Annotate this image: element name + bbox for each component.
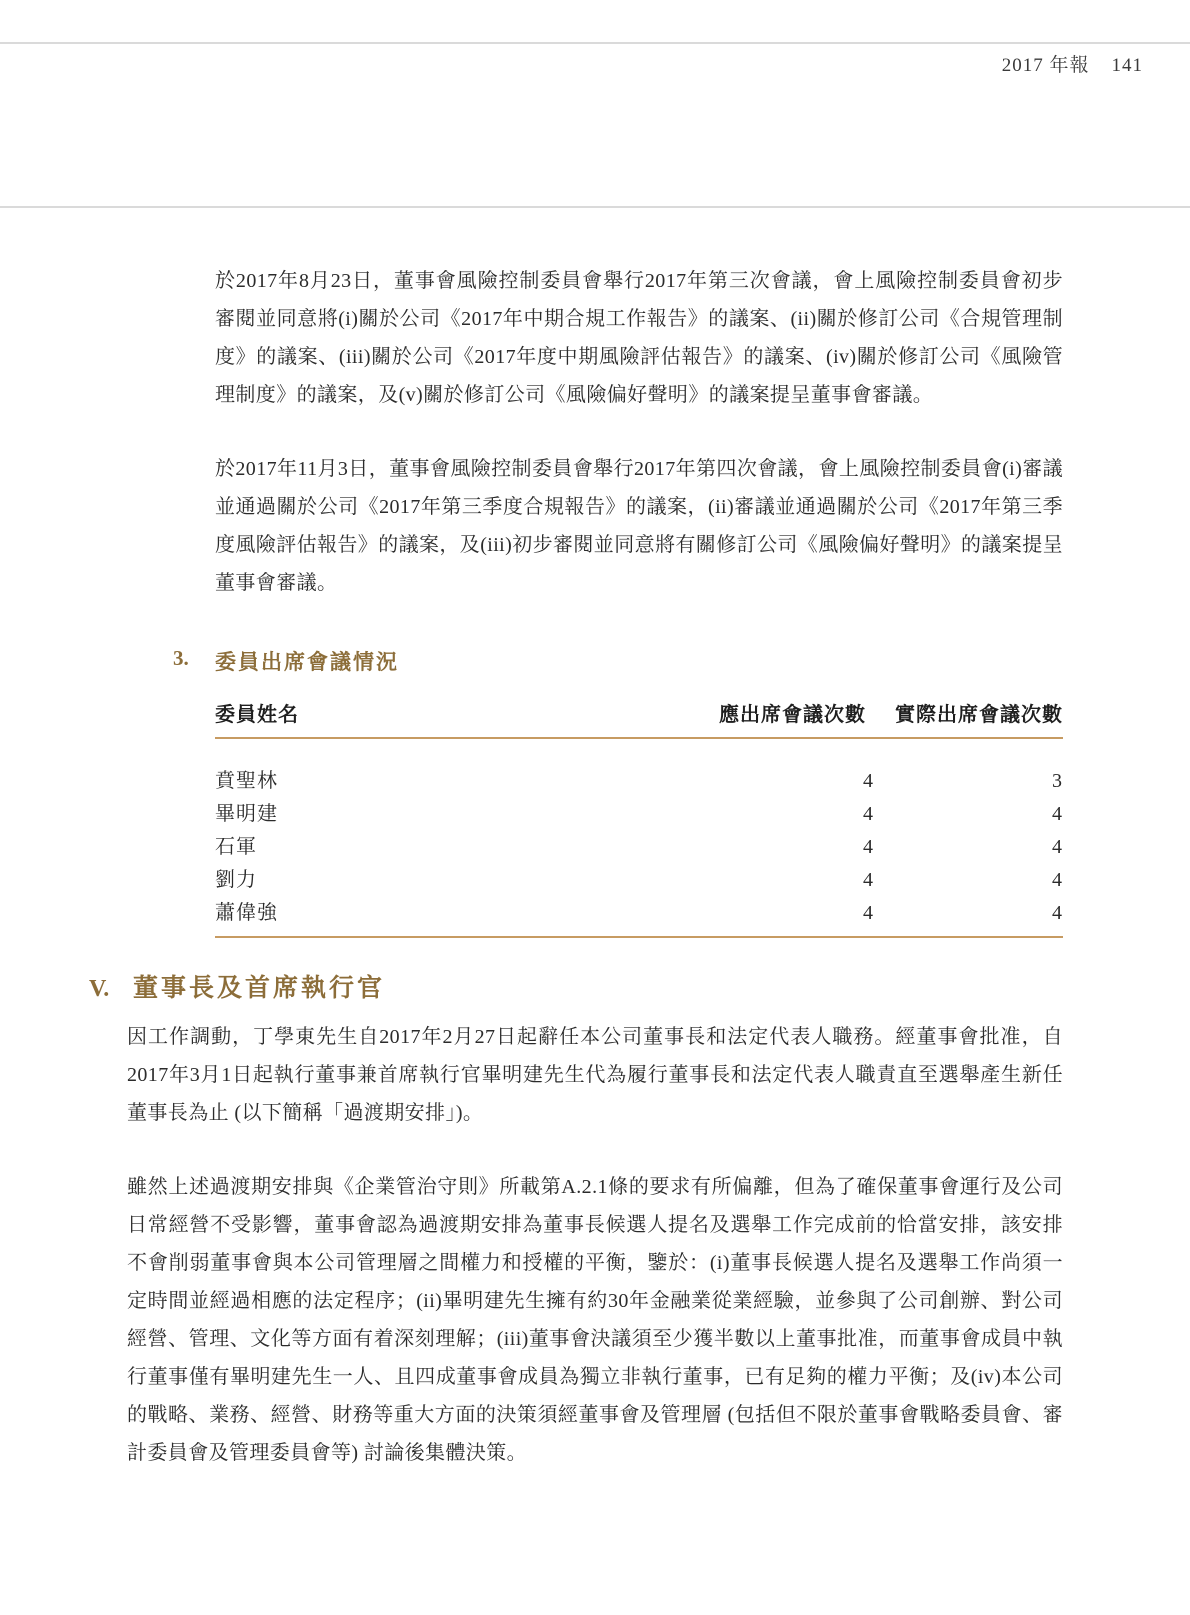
member-name: 石軍 [215, 836, 257, 858]
member-name: 畢明建 [215, 803, 278, 825]
member-name: 賁聖林 [215, 770, 278, 792]
attendance-table-header [215, 698, 1063, 737]
section-3-title: 委員出席會議情況 [215, 650, 399, 674]
column-header-member-name: 委員姓名 [215, 704, 299, 726]
required-meetings: 4 [863, 836, 874, 858]
actual-meetings: 4 [1052, 803, 1063, 825]
actual-meetings: 4 [1052, 902, 1063, 924]
section-3-heading [173, 646, 1063, 676]
required-meetings: 4 [863, 803, 874, 825]
section-v-paragraph-2: 雖然上述過渡期安排與《企業管治守則》所載第A.2.1條的要求有所偏離，但為了確保董事會運行及公司日常經營不受影響，董事會認為過渡期安排為董事長候選人提名及選舉工作完成前的恰當安排，該安排不會削弱董事會與本公司管理層之間權力和授權的平衡，鑒於：(i)董事長候選人提名及選舉工作尚須一定時間並經過相應的法定程序；(ii)畢明建先生擁有約30年金融業從業經驗，並參與了公司創辦、對公司經營、管理、文化等方面有着深刻理解；(iii)董事會決議須至少獲半數以上董事批准，而董事會成員中執行董事僅有畢明建先生一人、且四成董事會成員為獨立非執行董事，已有足夠的權力平衡；及(iv)本公司的戰略、業務、經營、財務等重大方面的決策須經董事會及管理層 (包括但不限於董事會戰略委員會、審計委員會及管理委員會等) 討論後集體決策。 [127, 1176, 1063, 1464]
required-meetings: 4 [863, 770, 874, 792]
attendance-table-body [215, 739, 1063, 936]
risk-committee-paragraph-2: 於2017年11月3日，董事會風險控制委員會舉行2017年第四次會議，會上風險控制委員會(i)審議並通過關於公司《2017年第三季度合規報告》的議案，(ii)審議並通過關於公司《2017年第三季度風險評估報告》的議案，及(iii)初步審閱並同意將有關修訂公司《風險偏好聲明》的議案提呈董事會審議。 [215, 458, 1063, 594]
report-title: 2017 年報 [1001, 55, 1090, 76]
column-header-required-attendance: 應出席會議次數 [719, 704, 866, 726]
actual-meetings: 4 [1052, 836, 1063, 858]
table-row [215, 765, 1063, 798]
section-v-number: V. [89, 976, 110, 1002]
top-rule [0, 42, 1190, 44]
section-v-title: 董事長及首席執行官 [133, 975, 386, 1002]
required-meetings: 4 [863, 902, 874, 924]
section-v-heading [89, 968, 1063, 1004]
required-meetings: 4 [863, 869, 874, 891]
table-bottom-rule [215, 936, 1063, 938]
page-header [1002, 50, 1143, 77]
risk-committee-paragraph-1: 於2017年8月23日，董事會風險控制委員會舉行2017年第三次會議，會上風險控制委員會初步審閱並同意將(i)關於公司《2017年中期合規工作報告》的議案、(ii)關於修訂公司《合規管理制度》的議案、(iii)關於公司《2017年度中期風險評估報告》的議案、(iv)關於修訂公司《風險管理制度》的議案，及(v)關於修訂公司《風險偏好聲明》的議案提呈董事會審議。 [215, 270, 1063, 406]
column-header-actual-attendance: 實際出席會議次數 [895, 704, 1063, 726]
table-row [215, 831, 1063, 864]
table-row [215, 864, 1063, 897]
header-rule [0, 206, 1190, 208]
page-number: 141 [1111, 55, 1143, 76]
actual-meetings: 4 [1052, 869, 1063, 891]
attendance-table [215, 698, 1063, 938]
table-row [215, 798, 1063, 831]
table-row [215, 897, 1063, 930]
member-name: 劉力 [215, 869, 257, 891]
section-v-paragraph-1: 因工作調動，丁學東先生自2017年2月27日起辭任本公司董事長和法定代表人職務。經董事會批准，自2017年3月1日起執行董事兼首席執行官畢明建先生代為履行董事長和法定代表人職責直至選舉產生新任董事長為止 (以下簡稱「過渡期安排」)。 [127, 1026, 1063, 1124]
member-name: 蕭偉強 [215, 902, 278, 924]
actual-meetings: 3 [1052, 770, 1063, 792]
section-3-number: 3. [173, 646, 189, 670]
